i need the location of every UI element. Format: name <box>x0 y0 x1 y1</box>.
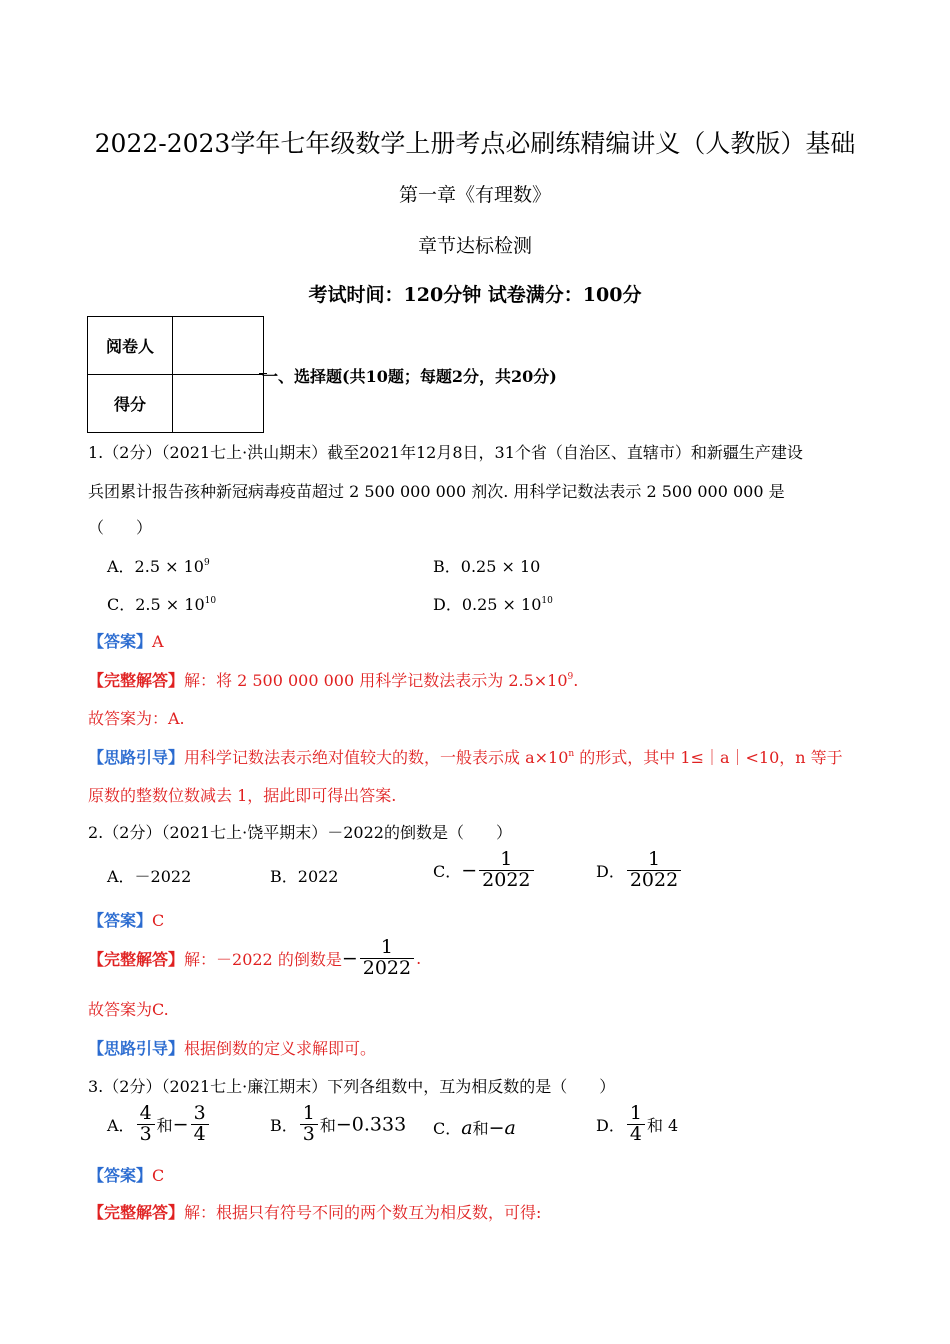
unit-title: 章节达标检测 <box>417 235 532 257</box>
q1-stem-line1: 1.（2分）（2021七上·洪山期末）截至2021年12月8日，31个省（自治区、直辖市）和新疆生产建设 <box>88 443 803 462</box>
q2-option-a: A．－2022 <box>107 867 192 886</box>
q3-answer: 【答案】C <box>88 1166 165 1185</box>
q3-option-a: A． $\frac{4}{3}$ 和− $\frac{3}{4}$ <box>107 1104 211 1145</box>
q1-option-d: D．$0.25 \times 10^{10}$ <box>433 595 553 614</box>
q2-answer: 【答案】C <box>88 911 165 930</box>
chapter-title: 第一章《有理数》 <box>398 184 551 206</box>
score-table <box>87 316 264 433</box>
q3-option-d: D． $\frac{1}{4}$ 和 4 <box>596 1102 679 1145</box>
section-heading: 一、选择题(共10题；每题2分，共20分) <box>262 367 557 386</box>
q2-solution: 【完整解答】解：－2022 的倒数是− $\frac{1}{2022}$ . <box>88 936 422 979</box>
q3-option-b: B． $\frac{1}{3}$ 和−0.333 <box>270 1102 407 1145</box>
score-cell <box>173 375 264 433</box>
q2-conclusion: 故答案为C. <box>88 1000 169 1019</box>
q1-stem-line2: 兵团累计报告孩种新冠病毒疫苗超过 2 500 000 000 剂次. 用科学记数法表示 2 500 000 000 是 <box>88 482 785 501</box>
q2-stem: 2.（2分）（2021七上·饶平期末）－2022的倒数是（ ） <box>88 823 512 842</box>
reviewer-label: 阅卷人 <box>88 317 173 375</box>
exam-info: 考试时间：120分钟 试卷满分：100分 <box>308 284 642 306</box>
q2-hint: 【思路引导】根据倒数的定义求解即可。 <box>88 1039 377 1058</box>
score-label: 得分 <box>88 375 173 433</box>
q3-option-c: C．a和−a <box>433 1117 516 1139</box>
q2-option-c: C．− $\frac{1}{2022}$ <box>433 850 536 891</box>
q1-hint-line2: 原数的整数位数减去 1，据此即可得出答案. <box>88 786 397 805</box>
q1-hint: 【思路引导】用科学记数法表示绝对值较大的数，一般表示成 $a\times 10^n$ 的形式，其中 1≤｜a｜<10，n 等于 <box>88 748 843 767</box>
q2-option-b: B．2022 <box>270 867 339 886</box>
q1-answer: 【答案】A <box>88 632 164 651</box>
q1-option-b: B．0.25 × 10 <box>433 557 541 576</box>
q2-option-d: D． $\frac{1}{2022}$ <box>596 850 683 891</box>
q1-option-a: A．$2.5 \times 10^9$ <box>107 557 210 576</box>
q1-stem-line3: （ ） <box>88 518 153 537</box>
q1-option-c: C．$2.5 \times 10^{10}$ <box>107 595 217 614</box>
q3-stem: 3.（2分）（2021七上·廉江期末）下列各组数中，互为相反数的是（ ） <box>88 1077 616 1096</box>
document-title: 2022-2023学年七年级数学上册考点必刷练精编讲义（人教版）基础 <box>94 129 856 158</box>
q1-conclusion: 故答案为：A. <box>88 709 185 728</box>
q3-solution: 【完整解答】解：根据只有符号不同的两个数互为相反数，可得: <box>88 1203 542 1222</box>
q1-solution: 【完整解答】解：将 2 500 000 000 用科学记数法表示为 $2.5\times 10^9$. <box>88 671 579 690</box>
reviewer-cell <box>173 317 264 375</box>
